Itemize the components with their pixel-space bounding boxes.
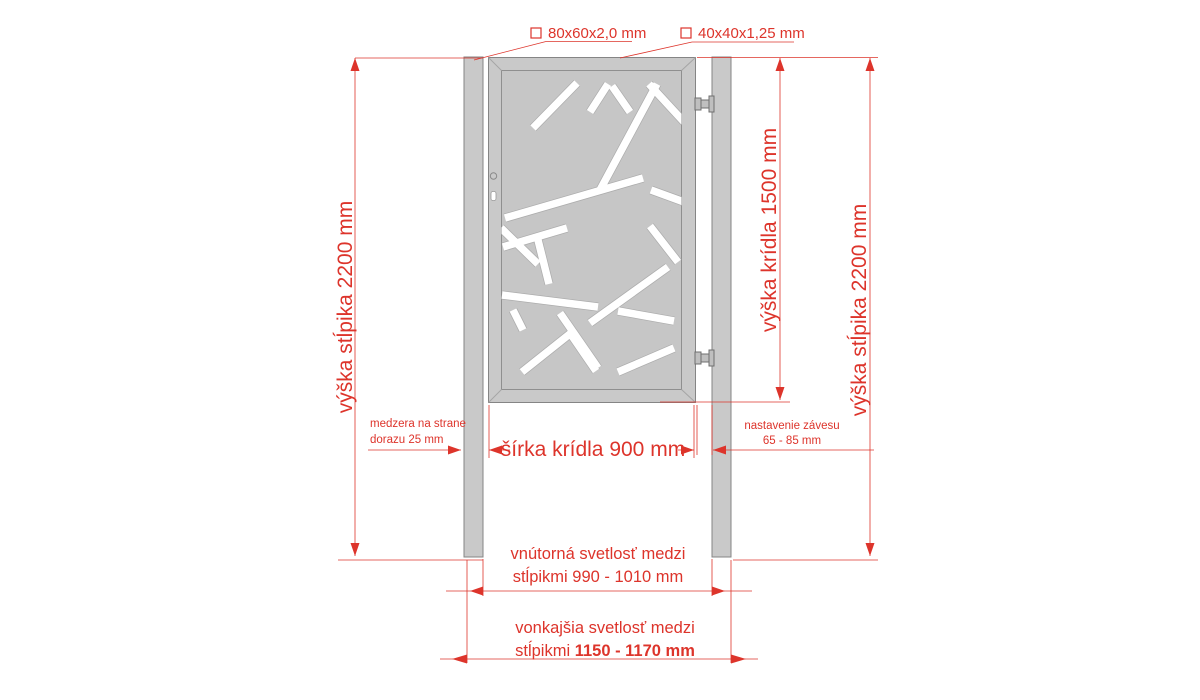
right-post [712, 57, 731, 557]
gate-leaf [489, 58, 696, 403]
square-profile-icon [681, 28, 691, 38]
hinge-bottom [695, 350, 714, 366]
dim-stop-gap [368, 418, 466, 455]
hinge-adjust-label-line2: 65 - 85 mm [762, 435, 822, 447]
post-profile-label: 80x60x2,0 mm [548, 25, 647, 42]
callout-post-profile [474, 25, 646, 60]
stop-gap-label-line2: dorazu 25 mm [370, 434, 444, 446]
lock-slot-icon [491, 192, 496, 201]
left-post [464, 57, 483, 557]
hinge-top [695, 96, 714, 112]
dim-post-height-left [333, 58, 483, 560]
square-profile-icon [531, 28, 541, 38]
infill-profile-label: 40x40x1,25 mm [698, 25, 805, 42]
dim-inner-clearance [446, 545, 752, 596]
handle-hole-icon [490, 173, 496, 179]
outer-clearance-label-line1: vonkajšia svetlosť medzi [515, 619, 695, 637]
dim-leaf-width [489, 405, 694, 461]
inner-clearance-label-line2: stĺpikmi 990 - 1010 mm [512, 568, 684, 586]
post-height-right-label: výška stĺpika 2200 mm [848, 203, 871, 417]
post-height-left-label: výška stĺpika 2200 mm [334, 200, 357, 414]
callout-infill-profile [620, 25, 805, 58]
leaf-width-label: šírka krídla 900 mm [500, 438, 686, 461]
hinge-adjust-label-line1: nastavenie závesu [744, 420, 840, 432]
outer-clearance-label-line2: stĺpikmi 1150 - 1170 mm [515, 642, 695, 660]
inner-clearance-label-line1: vnútorná svetlosť medzi [510, 545, 686, 563]
leaf-height-label: výška krídla 1500 mm [758, 127, 781, 333]
stop-gap-label-line1: medzera na strane [370, 418, 466, 430]
